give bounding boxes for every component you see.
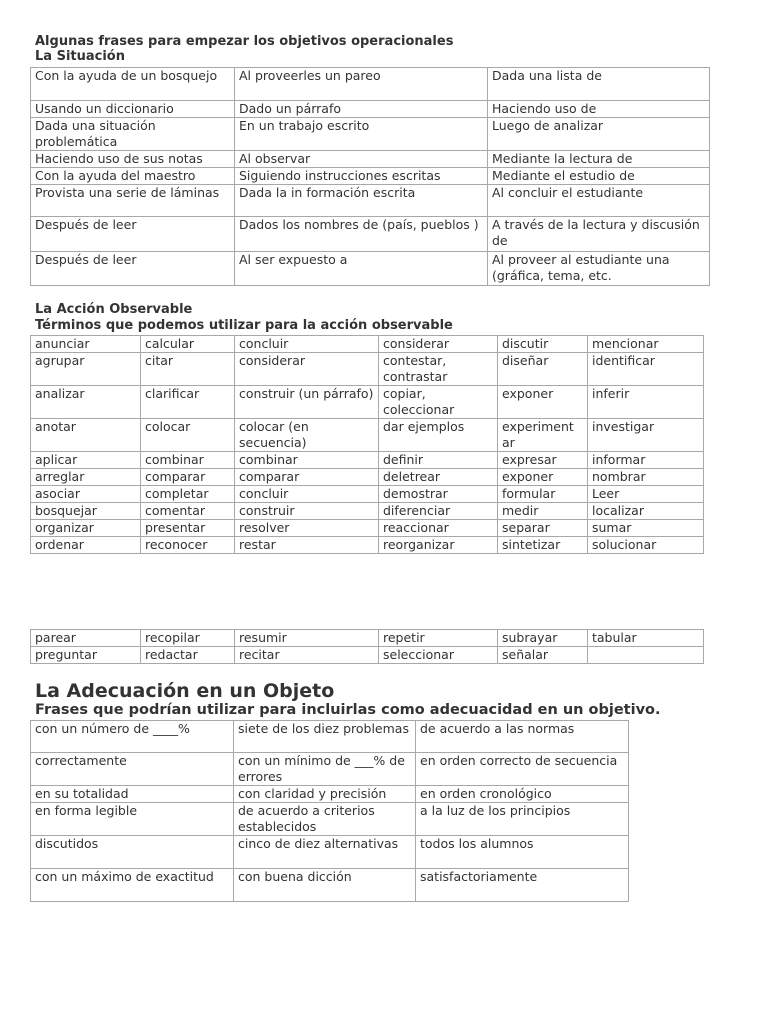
table-cell: copiar, coleccionar <box>379 386 498 419</box>
table-row <box>31 469 704 486</box>
table-row <box>31 869 629 902</box>
accion-heading: La Acción Observable <box>35 302 193 317</box>
table-cell: Haciendo uso de <box>488 101 710 118</box>
situacion-heading: Algunas frases para empezar los objetivos operacionales <box>35 34 454 49</box>
table-cell: citar <box>141 353 235 386</box>
table-cell: considerar <box>235 353 379 386</box>
table-cell: demostrar <box>379 486 498 503</box>
table-cell: preguntar <box>31 647 141 664</box>
table-cell: investigar <box>588 419 704 452</box>
table-cell: concluir <box>235 336 379 353</box>
table-cell: correctamente <box>31 753 234 786</box>
table-cell: expresar <box>498 452 588 469</box>
table-cell: Provista una serie de láminas <box>31 185 235 217</box>
table-cell: todos los alumnos <box>416 836 629 869</box>
table-cell: combinar <box>235 452 379 469</box>
table-cell: tabular <box>588 630 704 647</box>
table-cell: construir <box>235 503 379 520</box>
table-cell: cinco de diez alternativas <box>234 836 416 869</box>
table-cell: Al ser expuesto a <box>235 252 488 286</box>
table-cell: Haciendo uso de sus notas <box>31 151 235 168</box>
table-cell: construir (un párrafo) <box>235 386 379 419</box>
table-cell: con un número de ____% <box>31 721 234 753</box>
table-row <box>31 353 704 386</box>
table-cell: comentar <box>141 503 235 520</box>
table-cell: con un máximo de exactitud <box>31 869 234 902</box>
table-cell: formular <box>498 486 588 503</box>
adecuacion-table <box>30 720 629 902</box>
table-cell: comparar <box>141 469 235 486</box>
table-cell: clarificar <box>141 386 235 419</box>
table-row <box>31 647 704 664</box>
table-cell: de acuerdo a criterios establecidos <box>234 803 416 836</box>
table-cell: exponer <box>498 469 588 486</box>
table-row <box>31 252 710 286</box>
table-cell: identificar <box>588 353 704 386</box>
table-cell: discutidos <box>31 836 234 869</box>
table-cell: Dado un párrafo <box>235 101 488 118</box>
table-cell: exponer <box>498 386 588 419</box>
table-cell: resumir <box>235 630 379 647</box>
table-row <box>31 630 704 647</box>
table-cell: agrupar <box>31 353 141 386</box>
table-cell: Después de leer <box>31 217 235 252</box>
table-cell: satisfactoriamente <box>416 869 629 902</box>
table-cell: nombrar <box>588 469 704 486</box>
accion-subheading: Términos que podemos utilizar para la acción observable <box>35 318 453 333</box>
table-cell: sumar <box>588 520 704 537</box>
table-row <box>31 486 704 503</box>
table-cell: resolver <box>235 520 379 537</box>
table-cell: Luego de analizar <box>488 118 710 151</box>
table-cell: Mediante el estudio de <box>488 168 710 185</box>
table-cell: reconocer <box>141 537 235 554</box>
table-row <box>31 520 704 537</box>
table-cell: reaccionar <box>379 520 498 537</box>
adecuacion-subheading: Frases que podrían utilizar para incluirlas como adecuacidad en un objetivo. <box>35 702 661 718</box>
table-cell: completar <box>141 486 235 503</box>
table-cell: colocar (en secuencia) <box>235 419 379 452</box>
table-cell: señalar <box>498 647 588 664</box>
table-cell: medir <box>498 503 588 520</box>
table-cell: mencionar <box>588 336 704 353</box>
table-row <box>31 151 710 168</box>
table-cell: considerar <box>379 336 498 353</box>
table-cell: anotar <box>31 419 141 452</box>
table-row <box>31 803 629 836</box>
table-cell: informar <box>588 452 704 469</box>
table-cell: Siguiendo instrucciones escritas <box>235 168 488 185</box>
table-cell: combinar <box>141 452 235 469</box>
table-cell: ordenar <box>31 537 141 554</box>
table-cell: con buena dicción <box>234 869 416 902</box>
table-row <box>31 721 629 753</box>
table-cell: seleccionar <box>379 647 498 664</box>
situacion-table <box>30 67 710 286</box>
table-cell: aplicar <box>31 452 141 469</box>
table-cell: concluir <box>235 486 379 503</box>
table-cell: comparar <box>235 469 379 486</box>
table-cell: Después de leer <box>31 252 235 286</box>
table-cell: organizar <box>31 520 141 537</box>
table-cell: subrayar <box>498 630 588 647</box>
table-cell: de acuerdo a las normas <box>416 721 629 753</box>
table-cell: con claridad y precisión <box>234 786 416 803</box>
table-row <box>31 336 704 353</box>
table-cell: en orden correcto de secuencia <box>416 753 629 786</box>
table-cell: En un trabajo escrito <box>235 118 488 151</box>
table-cell: Leer <box>588 486 704 503</box>
table-row <box>31 185 710 217</box>
table-row <box>31 836 629 869</box>
table-cell: recitar <box>235 647 379 664</box>
table-cell: sintetizar <box>498 537 588 554</box>
table-row <box>31 753 629 786</box>
table-cell: Dados los nombres de (país, pueblos ) <box>235 217 488 252</box>
table-cell: Al proveerles un pareo <box>235 68 488 101</box>
table-cell: experiment ar <box>498 419 588 452</box>
table-cell: Al proveer al estudiante una (gráfica, tema, etc. <box>488 252 710 286</box>
table-row <box>31 118 710 151</box>
table-cell: en su totalidad <box>31 786 234 803</box>
table-cell: diferenciar <box>379 503 498 520</box>
table-cell: redactar <box>141 647 235 664</box>
table-cell: recopilar <box>141 630 235 647</box>
table-cell: Con la ayuda del maestro <box>31 168 235 185</box>
table-cell: analizar <box>31 386 141 419</box>
table-cell: solucionar <box>588 537 704 554</box>
table-cell: con un mínimo de ___% de errores <box>234 753 416 786</box>
accion-table-continued <box>30 629 704 664</box>
table-cell: en orden cronológico <box>416 786 629 803</box>
table-cell: asociar <box>31 486 141 503</box>
table-cell: Dada la in formación escrita <box>235 185 488 217</box>
table-cell: Dada una situación problemática <box>31 118 235 151</box>
table-row <box>31 101 710 118</box>
table-cell: discutir <box>498 336 588 353</box>
table-cell: A través de la lectura y discusión de <box>488 217 710 252</box>
table-cell: dar ejemplos <box>379 419 498 452</box>
adecuacion-heading: La Adecuación en un Objeto <box>35 680 335 702</box>
table-cell: Al observar <box>235 151 488 168</box>
table-cell: colocar <box>141 419 235 452</box>
table-cell: a la luz de los principios <box>416 803 629 836</box>
table-row <box>31 168 710 185</box>
table-cell: Dada una lista de <box>488 68 710 101</box>
accion-table <box>30 335 704 554</box>
table-cell: contestar, contrastar <box>379 353 498 386</box>
table-cell: diseñar <box>498 353 588 386</box>
table-row <box>31 503 704 520</box>
table-cell: siete de los diez problemas <box>234 721 416 753</box>
table-cell: Al concluir el estudiante <box>488 185 710 217</box>
table-cell <box>588 647 704 664</box>
table-row <box>31 419 704 452</box>
table-row <box>31 68 710 101</box>
table-cell: Con la ayuda de un bosquejo <box>31 68 235 101</box>
table-cell: calcular <box>141 336 235 353</box>
table-cell: en forma legible <box>31 803 234 836</box>
table-cell: anunciar <box>31 336 141 353</box>
table-cell: arreglar <box>31 469 141 486</box>
table-row <box>31 786 629 803</box>
table-cell: reorganizar <box>379 537 498 554</box>
table-row <box>31 386 704 419</box>
table-cell: bosquejar <box>31 503 141 520</box>
table-cell: restar <box>235 537 379 554</box>
table-row <box>31 537 704 554</box>
table-cell: deletrear <box>379 469 498 486</box>
table-cell: localizar <box>588 503 704 520</box>
table-cell: Mediante la lectura de <box>488 151 710 168</box>
table-cell: parear <box>31 630 141 647</box>
situacion-subheading: La Situación <box>35 49 125 64</box>
table-cell: Usando un diccionario <box>31 101 235 118</box>
table-cell: inferir <box>588 386 704 419</box>
table-row <box>31 452 704 469</box>
table-cell: repetir <box>379 630 498 647</box>
table-row <box>31 217 710 252</box>
table-cell: separar <box>498 520 588 537</box>
table-cell: presentar <box>141 520 235 537</box>
table-cell: definir <box>379 452 498 469</box>
